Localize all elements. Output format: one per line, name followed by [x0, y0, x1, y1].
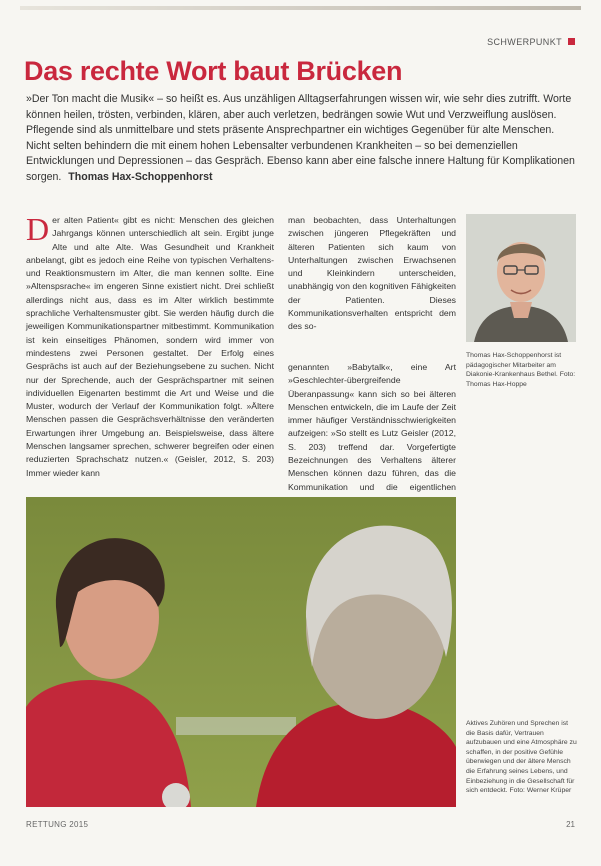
author-portrait — [466, 214, 576, 342]
drop-cap: D — [26, 211, 50, 247]
main-photo — [26, 497, 456, 807]
section-text: SCHWERPUNKT — [487, 37, 562, 47]
lead-paragraph — [26, 92, 576, 186]
page-number: 21 — [566, 820, 575, 829]
body-column-2-continued: genannten »Babytalk«, eine Art »Geschlechter-übergreifende Überanpassung« kann sich so bei älteren Menschen entwickeln, die im Laufe der Zeit immer häufiger Verständnisschwierigkeiten aufzeigen: »So stellt es Lutz Geisler (2012, S. 203) treffend dar. Vorgefertigte Bezeichnungen des Verhaltens älterer Menschen können dazu führen, das die Kommunikation und die eigentlichen — [288, 362, 456, 492]
portrait-illustration — [466, 214, 576, 342]
body-column-1 — [26, 211, 274, 480]
portrait-caption: Thomas Hax-Schoppenhorst ist pädagogischer Mitarbeiter am Diakonie-Krankenhaus Bethel. Foto: Thomas Hax-Hoppe — [466, 352, 576, 388]
author-name: Thomas Hax-Schoppenhorst — [68, 170, 213, 183]
photo-caption: Aktives Zuhören und Sprechen ist die Basis dafür, Vertrauen aufzubauen und eine Atmosphäre zu schaffen, in der positive Gefühle überwiegen und der ältere Mensch die Erfahrung seines Lebens, und Einbeziehung in die Gesellschaft für sich entdeckt. Foto: Werner Krüper — [466, 720, 577, 795]
headline: Das rechte Wort baut Brücken — [24, 56, 403, 86]
lead-text: »Der Ton macht die Musik« – so heißt es. Aus unzähligen Alltagserfahrungen wissen wir, wie sehr dies zutrifft. Worte können heilen, trösten, verbinden, klären, aber auch verletzen, bedrängen sowie Wut und Verzweiflung auslösen. Pflegende sind als unmittelbare und stets präsente Ansprechpartner ein wichtiges Gegenüber für alte Menschen. Nicht selten behindern die mit einem hohen Lebensalter verbundenen Krankheiten – so bei demenziellen Entwicklungen und Depressionen – das Gespräch. Ebenso kann aber eine falsche innere Haltung für Komplikationen sorgen. — [26, 93, 575, 183]
section-label — [487, 37, 575, 47]
photo-illustration — [26, 497, 456, 807]
top-rule — [20, 6, 581, 10]
section-square-icon — [568, 38, 575, 45]
body-column-2: man beobachten, dass Unterhaltungen zwischen jüngeren Pflegekräften und älteren Patienten sich kaum von Unterhaltungen zwischen Erwachsenen und Kleinkindern unterscheiden, unabhängig von den kognitiven Fähigkeiten der Patienten. Dieses Kommunikationsverhalten entspricht dem des so- — [288, 215, 456, 332]
body-column-1-text: er alten Patient« gibt es nicht: Menschen des gleichen Jahrgangs können unterschiedlich alt sein. Ergibt junge Alte und alte Alte. Was Gesundheit und Krankheit anbelangt, gibt es jedoch eine Reihe von typischen Verhaltens- und Reaktionsmustern im Alter, die man kennen sollte. Eine »Altenspsrache« im engeren Sinne existiert nicht. Drei schließt allerdings nicht aus, dass es im Alter wirklich bestimmte sprachliche Verhaltensmuster gibt. Sie werden häufig durch die jeweiligen Kommunikationspartner mitbestimmt. Kommunikation ist kein einseitiges Phänomen, sondern wird immer von mindestens zwei Personen gestaltet. Der Erfolg eines Gesprächs ist auch auf der Beziehungsebene zu suchen. Nicht nur der Sprechende, auch der Gesprächspartner mit seinen individuellen Eigenarten bestimmt die Art und Weise und die Muster, wodurch der Verlauf der Kommunikation folgt. »Ältere Menschen passen die Gesprächsverhältnisse den veränderten Erwartungen ihrer Umgebung an. Beispielsweise, dass ältere Menschen langsamer sprechen, schwerer begreifen oder einen reduzierten Sprachschatz nutzen.« (Geisler, 2012, S. 203) Immer wieder kann — [26, 215, 274, 478]
footer-publication: RETTUNG 2015 — [26, 820, 89, 829]
